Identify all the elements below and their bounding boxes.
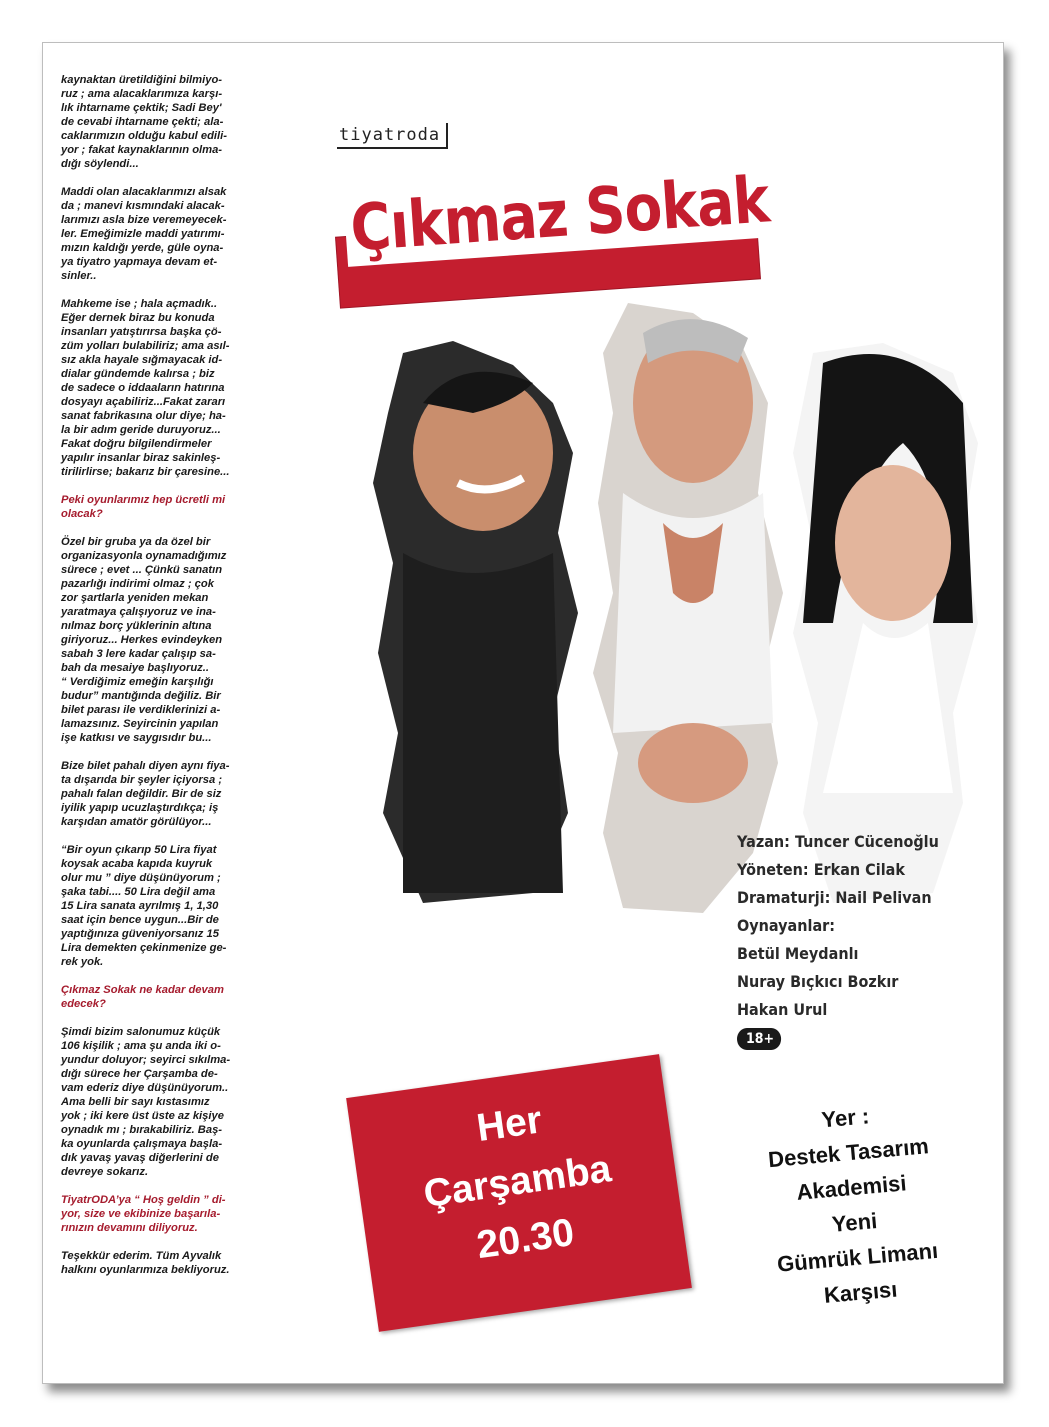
venue-line-1: Destek Tasarım: [767, 1133, 930, 1173]
credit-director: Yöneten: Erkan Cilak: [737, 860, 905, 879]
venue-line-5: Karşısı: [822, 1276, 899, 1308]
schedule-time: 20.30: [474, 1210, 577, 1268]
credits-block: [737, 828, 971, 1052]
credit-cast-2: Nuray Bıçkıcı Bozkır: [737, 972, 899, 991]
schedule-day: Çarşamba: [421, 1147, 614, 1217]
age-limit-badge: 18+: [737, 1028, 781, 1050]
interview-question: TiyatrODA’ya “ Hoş geldin ” di- yor, size ve ekibinize başarıla- rınızın devamını diliyoruz.: [61, 1194, 226, 1234]
credit-cast-heading: Oynayanlar:: [737, 916, 836, 935]
venue-block: [699, 1088, 1006, 1322]
interview-paragraph: “Bir oyun çıkarıp 50 Lira fiyat koysak acaba kapıda kuyruk olur mu ” diye düşünüyorum ; şaka tabi.... 50 Lira değil ama 15 Lira sanata ayrılmış 1, 1,30 saat için bence uygun...Bir de yaptığınıza güveniyorsanız 15 Lira demekten çekinmenize ge- rek yok.: [61, 844, 227, 968]
venue-line-2: Akademisi: [795, 1170, 908, 1205]
tiyatroda-logo: tiyatroda: [337, 123, 448, 149]
interview-question: Peki oyunlarımız hep ücretli mi olacak?: [61, 494, 226, 520]
venue-label: Yer :: [820, 1103, 871, 1133]
interview-paragraph: Şimdi bizim salonumuz küçük 106 kişilik ; ama şu anda iki o- yundur doluyor; seyirci sıkılma- dığı sürece her Çarşamba de- vam ederiz diye düşünüyorum.. Ama belli bir sayı kıstasımız yok ; iki kere üst üste az kişiye oynadık mı ; bırakabiliriz. Baş- ka oyunlarda çalışmaya başla- dık yavaş yavaş diğerlerini de devreye sokarız.: [61, 1026, 231, 1178]
interview-column: [61, 73, 293, 1291]
photo-strip-woman-laughing: [373, 341, 578, 903]
photo-strip-man: [593, 303, 783, 913]
venue-line-4: Gümrük Limanı: [776, 1237, 940, 1277]
credit-dramaturgy: Dramaturji: Nail Pelivan: [737, 888, 932, 907]
venue-line-3: Yeni: [830, 1208, 879, 1237]
interview-question: Çıkmaz Sokak ne kadar devam edecek?: [61, 984, 224, 1010]
play-title-text: Çıkmaz Sokak: [343, 163, 776, 267]
actors-photo-collage: [363, 293, 983, 913]
credit-cast-3: Hakan Urul: [737, 1000, 828, 1019]
schedule-box: [346, 1054, 692, 1332]
interview-paragraph: Özel bir gruba ya da özel bir organizasyonla oynamadığımız sürece ; evet ... Çünkü sanatın pazarlığı indirimi olmaz ; çok zor şartlarla yeniden mekan yaratmaya çalışıyoruz ve ina- nılmaz borç yüklerinin altına giriyoruz... Herkes evindeyken sabah 3 lere kadar çalışıp sa- bah da mesaiye başlıyoruz.. “ Verdiğimiz emeğin karşılığı budur” mantığında değiliz. Bir bilet parası ile verdiklerinizi a- lamazsınız. Seyircinin yapılan işe katkısı ve saygısıdır bu...: [61, 536, 227, 744]
credit-cast-1: Betül Meydanlı: [737, 944, 859, 963]
interview-paragraph: Mahkeme ise ; hala açmadık.. Eğer dernek biraz bu konuda insanları yatıştırırsa başka çö- züm yolları bulabiliriz; ama asıl- sız akla hayale sığmayacak id- dialar gündemde kalırsa ; biz de sadece o iddaaların hatırına dosyayı açabiliriz...Fakat zararı sanat fabrikasına olur diye; ha- la bir adım geride duruyoruz... Fakat doğru bilgilendirmeler yapılır insanlar biraz sakinleş- tirilirlirse; bakarız bir çaresine...: [61, 298, 230, 478]
interview-paragraph: kaynaktan üretildiğini bilmiyo- ruz ; ama alacaklarımıza karşı- lık ihtarname çektik; Sadi Bey' de cevabi ihtarname çekti; ala- caklarımızın olduğu kabul edili- yor ; fakat kaynaklarının olma- dığı söylendi...: [61, 74, 227, 170]
interview-paragraph: Teşekkür ederim. Tüm Ayvalık halkını oyunlarımıza bekliyoruz.: [61, 1250, 230, 1276]
poster-page: [42, 42, 1004, 1384]
interview-paragraph: Bize bilet pahalı diyen aynı fiya- ta dışarıda bir şeyler içiyorsa ; pahalı falan değildir. Bir de siz iyilik yapıp ucuzlaştırdıkça; iş karşıdan amatör görülüyor...: [61, 760, 230, 828]
photo-strip-young-woman: [793, 343, 978, 903]
schedule-day-prefix: Her: [474, 1098, 545, 1150]
interview-paragraph: Maddi olan alacaklarımızı alsak da ; manevi kısmındaki alacak- larımızı asla bize veremeyecek- ler. Emeğimizle maddi yatırımı- mızın kaldığı yerde, güle oyna- ya tiyatro yapmaya devam et- sinler..: [61, 186, 227, 282]
credit-writer: Yazan: Tuncer Cücenoğlu: [737, 832, 939, 851]
